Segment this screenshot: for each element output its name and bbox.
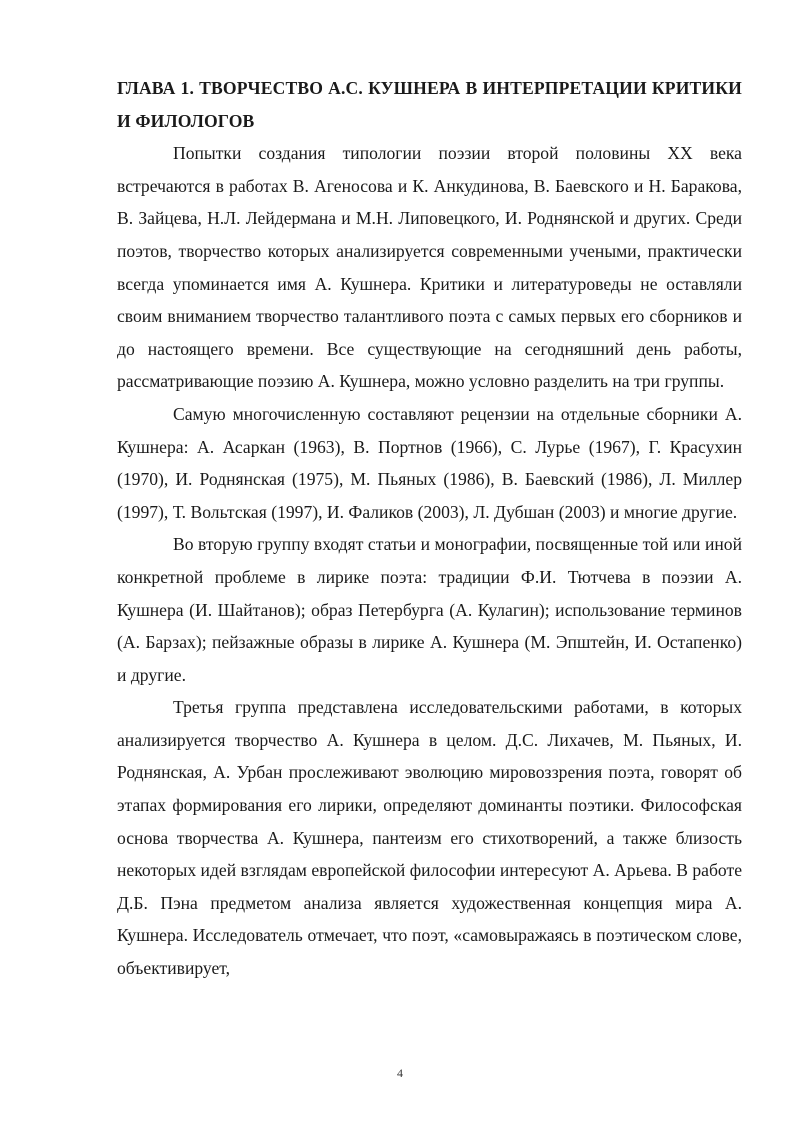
paragraph-reviews: Самую многочисленную составляют рецензии на отдельные сборники А. Кушнера: А. Асаркан (1963), В. Портнов (1966), С. Лурье (1967), Г. Красухин (1970), И. Роднянская (1975), М. Пьяных (1986), В. Баевский (1986), Л. Миллер (1997), Т. Вольтская (1997), И. Фаликов (2003), Л. Дубшан (2003) и многие другие. xyxy=(117,403,742,522)
page-number: 4 xyxy=(397,1066,403,1080)
paragraph-articles: Во вторую группу входят статьи и монографии, посвященные той или иной конкретной проблеме в лирике поэта: традиции Ф.И. Тютчева в поэзии А. Кушнера (И. Шайтанов); образ Петербурга (А. Кулагин); использование терминов (А. Барзах); пейзажные образы в лирике А. Кушнера (М. Эпштейн, И. Остапенко) и другие. xyxy=(117,534,742,685)
chapter-heading: ГЛАВА 1. ТВОРЧЕСТВО А.С. КУШНЕРА В ИНТЕРПРЕТАЦИИ КРИТИКИ И ФИЛОЛОГОВ xyxy=(117,78,742,131)
document-body xyxy=(117,72,742,985)
paragraph-typology: Попытки создания типологии поэзии второй половины XX века встречаются в работах В. Агеносова и К. Анкудинова, В. Баевского и Н. Баракова, В. Зайцева, Н.Л. Лейдермана и М.Н. Липовецкого, И. Роднянской и других. Среди поэтов, творчество которых анализируется современными учеными, практически всегда упоминается имя А. Кушнера. Критики и литературоведы не оставляли своим вниманием творчество талантливого поэта с самых первых его сборников и до настоящего времени. Все существующие на сегодняшний день работы, рассматривающие поэзию А. Кушнера, можно условно разделить на три группы. xyxy=(117,143,742,392)
paragraph-research: Третья группа представлена исследовательскими работами, в которых анализируется творчество А. Кушнера в целом. Д.С. Лихачев, М. Пьяных, И. Роднянская, А. Урбан прослеживают эволюцию мировоззрения поэта, говорят об этапах формирования его лирики, определяют доминанты поэтики. Философская основа творчества А. Кушнера, пантеизм его стихотворений, а также близость некоторых идей взглядам европейской философии интересуют А. Арьева. В работе Д.Б. Пэна предметом анализа является художественная концепция мира А. Кушнера. Исследователь отмечает, что поэт, «самовыражаясь в поэтическом слове, объективирует, xyxy=(117,697,742,979)
